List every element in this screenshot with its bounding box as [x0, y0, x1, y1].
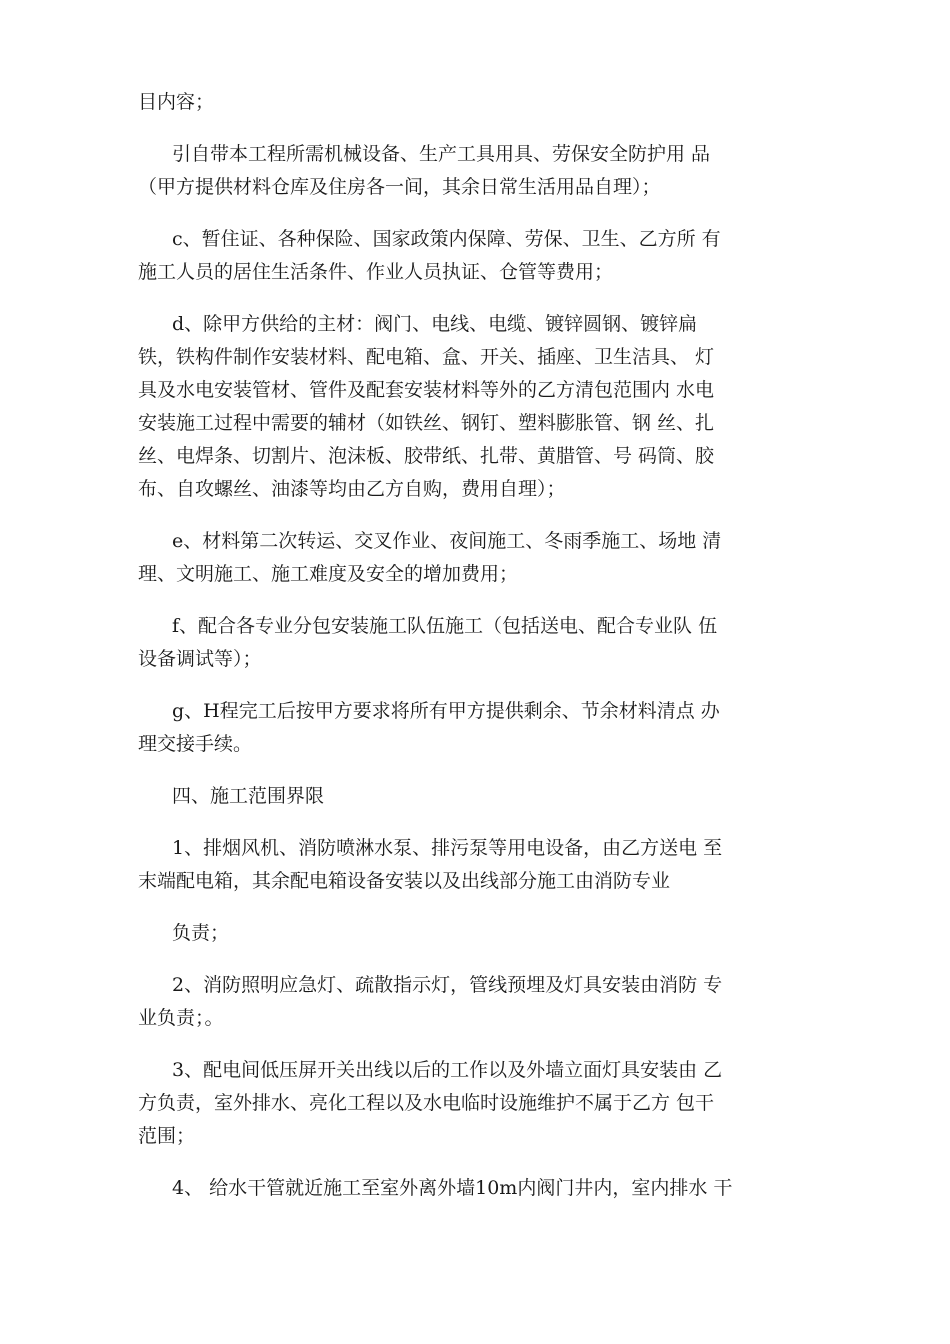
paragraph-2 [138, 138, 830, 204]
document-body [138, 86, 830, 1205]
text-line: 业负责；。 [138, 1007, 224, 1029]
text-line: 末端配电箱，其余配电箱设备安装以及出线部分施工由消防专业 [138, 870, 671, 892]
paragraph-6 [138, 610, 830, 676]
paragraph-10 [138, 917, 830, 950]
paragraph-4 [138, 308, 830, 506]
text-line: 施工人员的居住生活条件、作业人员执证、仓管等费用； [138, 261, 614, 283]
paragraph-1 [138, 86, 830, 119]
document-page [138, 86, 830, 1224]
paragraph-5 [138, 525, 830, 591]
text-line: 4、 给水干管就近施工至室外离外墙10m内阀门井内，室内排水 干 [172, 1177, 733, 1199]
text-line: 引自带本工程所需机械设备、生产工具用具、劳保安全防护用 品 [172, 143, 711, 165]
text-line: 理交接手续。 [138, 733, 253, 755]
paragraph-3 [138, 223, 830, 289]
paragraph-13 [138, 1172, 830, 1205]
paragraph-9 [138, 832, 830, 898]
paragraph-12 [138, 1054, 830, 1153]
text-line: d、除甲方供给的主材：阀门、电线、电缆、镀锌圆钢、镀锌扁 [172, 313, 698, 335]
text-line: 安装施工过程中需要的辅材（如铁丝、钢钉、塑料膨胀管、钢 丝、扎 [138, 412, 715, 434]
text-line: 具及水电安装管材、管件及配套安装材料等外的乙方清包范围内 水电 [138, 379, 715, 401]
text-line: 范围； [138, 1125, 196, 1147]
paragraph-11 [138, 969, 830, 1035]
text-line: 3、配电间低压屏开关出线以后的工作以及外墙立面灯具安装由 乙 [172, 1059, 723, 1081]
text-line: f、配合各专业分包安装施工队伍施工（包括送电、配合专业队 伍 [172, 615, 718, 637]
text-line: c、暂住证、各种保险、国家政策内保障、劳保、卫生、乙方所 有 [172, 228, 721, 250]
text-line: 铁，铁构件制作安装材料、配电箱、盒、开关、插座、卫生洁具、 灯 [138, 346, 715, 368]
text-line: 1、排烟风机、消防喷淋水泵、排污泵等用电设备，由乙方送电 至 [172, 837, 723, 859]
text-line: 设备调试等）； [138, 648, 262, 670]
text-line: 四、施工范围界限 [172, 785, 325, 807]
text-line: 方负责，室外排水、亮化工程以及水电临时设施维护不属于乙方 包干 [138, 1092, 715, 1114]
text-line: （甲方提供材料仓库及住房各一间，其余日常生活用品自理）； [138, 176, 661, 198]
paragraph-7 [138, 695, 830, 761]
text-line: e、材料第二次转运、交叉作业、夜间施工、冬雨季施工、场地 清 [172, 530, 722, 552]
text-line: g、H程完工后按甲方要求将所有甲方提供剩余、节余材料清点 办 [172, 700, 720, 722]
text-line: 目内容； [138, 91, 215, 113]
text-line: 理、文明施工、施工难度及安全的增加费用； [138, 563, 519, 585]
text-line: 负责； [172, 922, 230, 944]
paragraph-8 [138, 780, 830, 813]
text-line: 丝、电焊条、切割片、泡沫板、胶带纸、扎带、黄腊管、号 码筒、胶 [138, 445, 715, 467]
text-line: 2、消防照明应急灯、疏散指示灯，管线预埋及灯具安装由消防 专 [172, 974, 723, 996]
text-line: 布、自攻螺丝、油漆等均由乙方自购，费用自理）； [138, 478, 566, 500]
